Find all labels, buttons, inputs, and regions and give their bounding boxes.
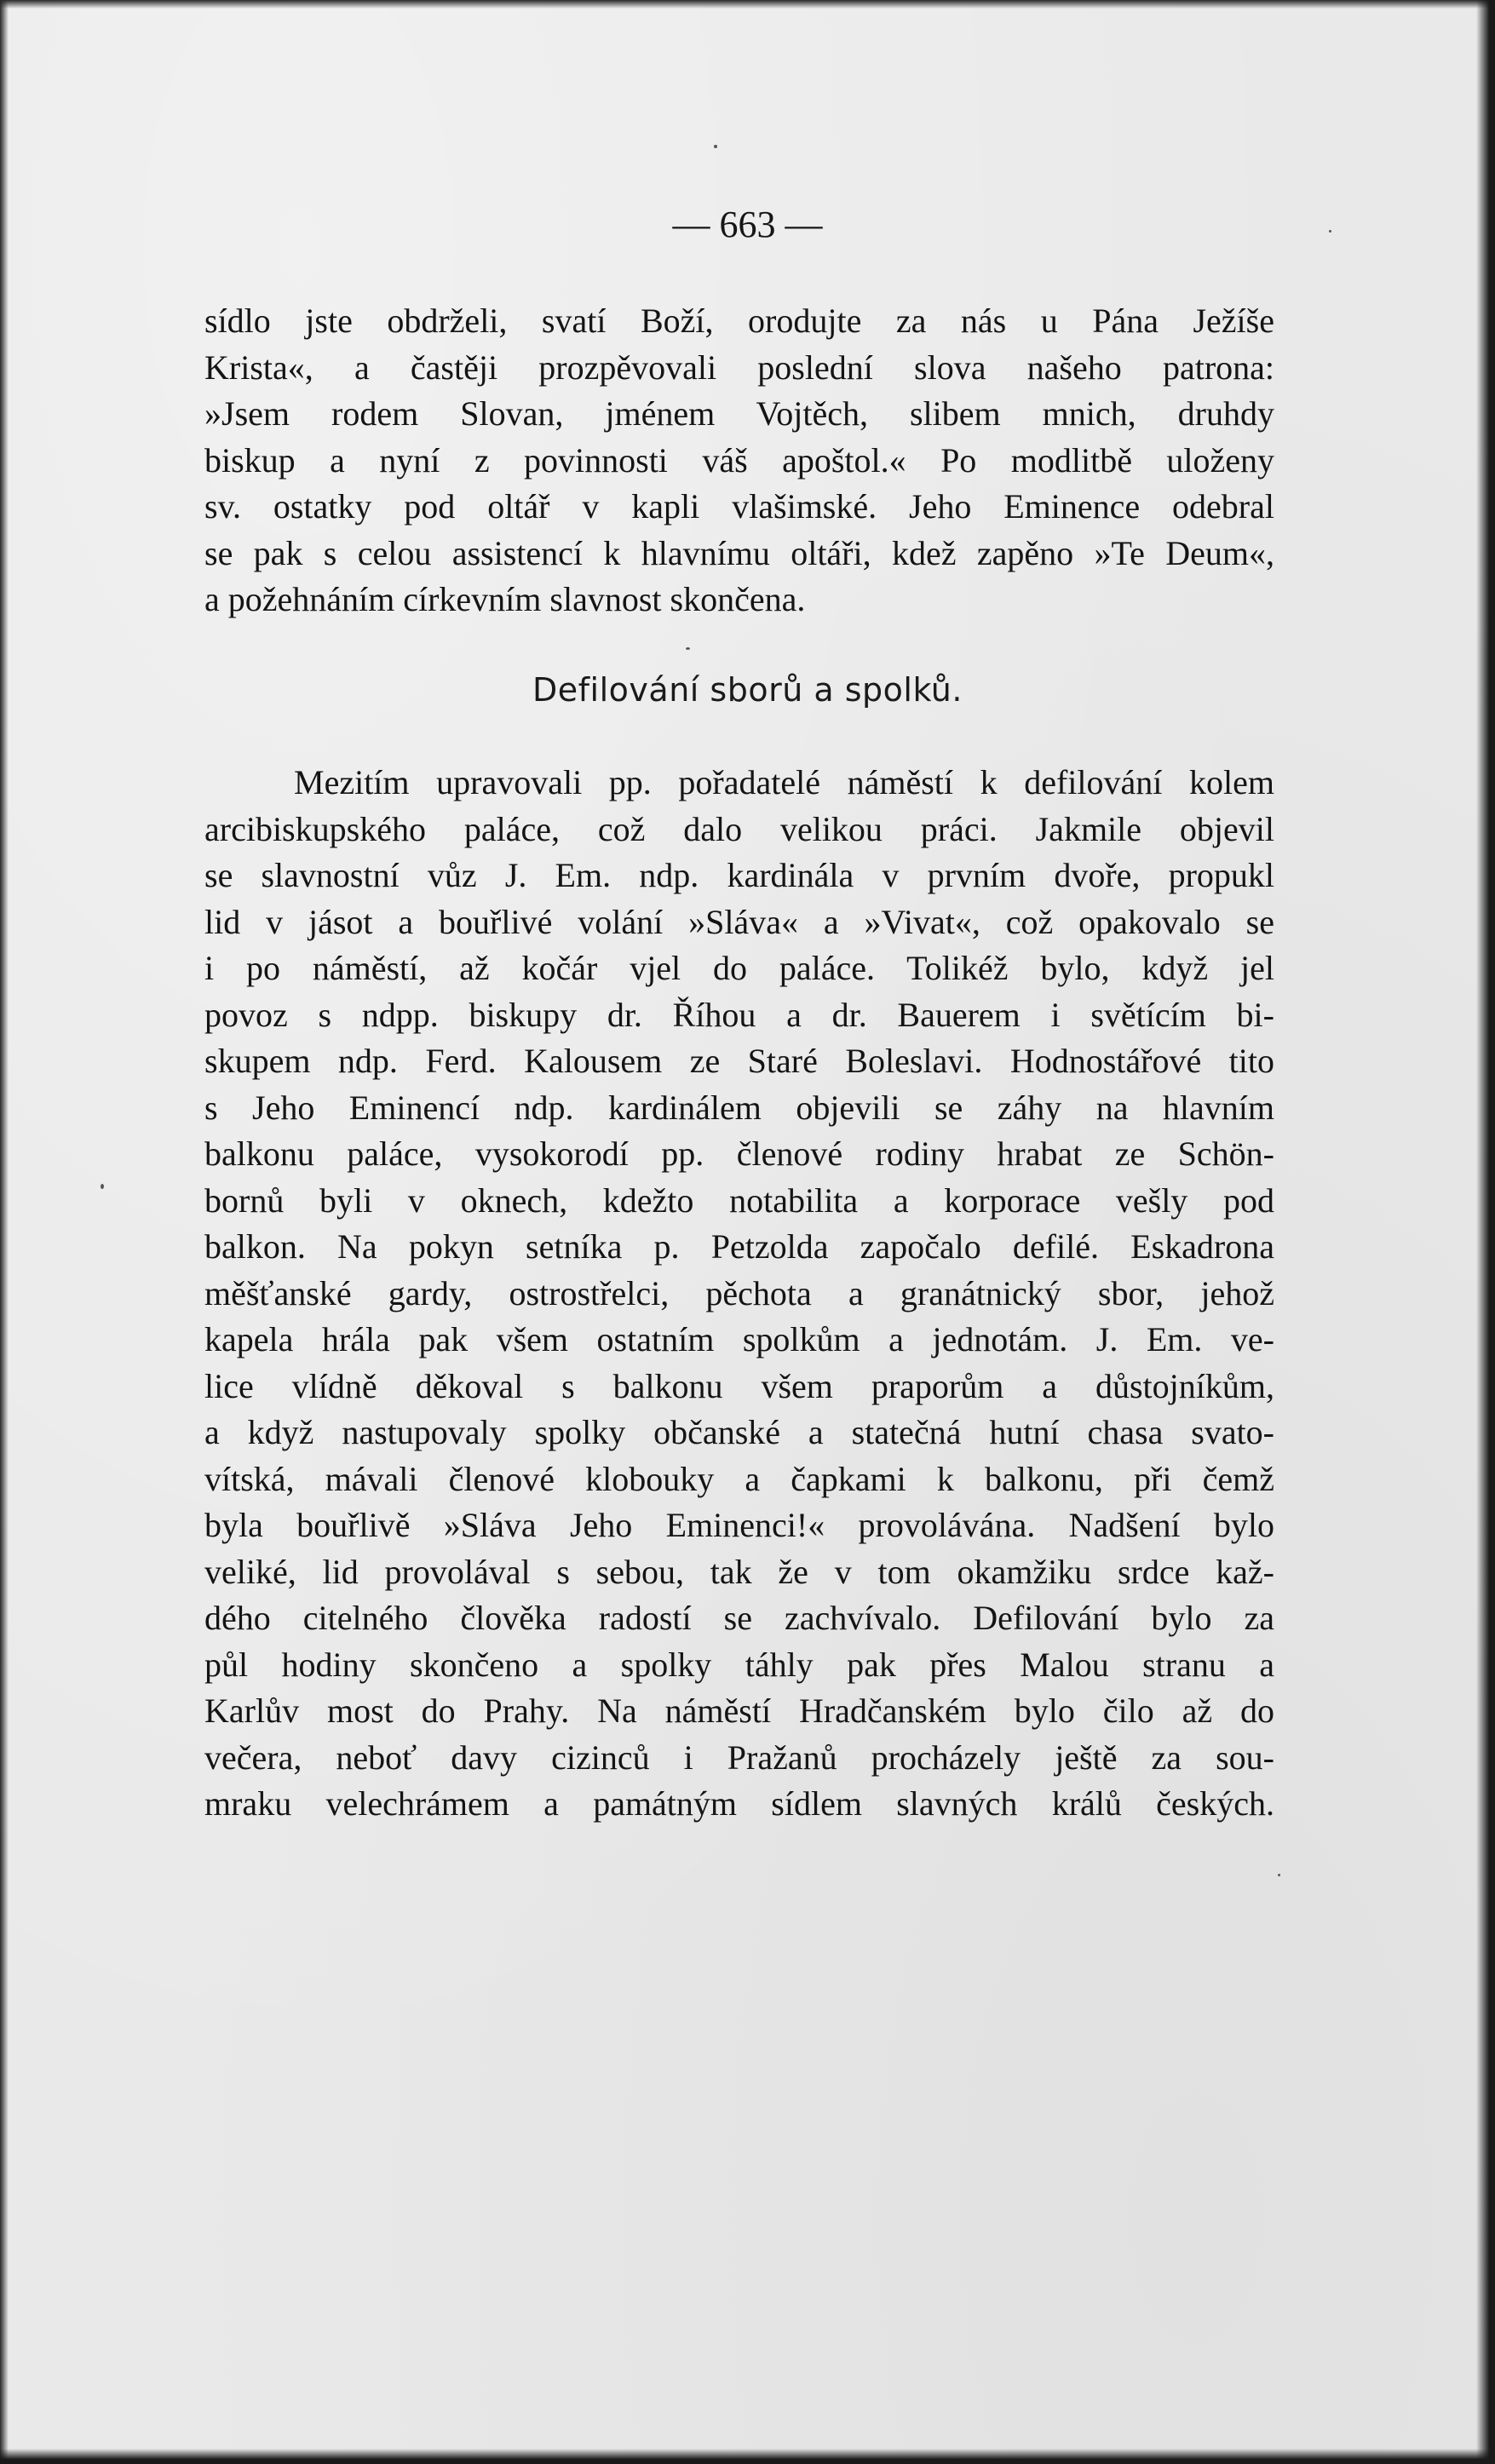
text-line: večera, neboť davy cizinců i Pražanů procházely ještě za sou- [204, 1737, 1274, 1777]
scan-edge-right [1476, 0, 1495, 2464]
text-line: půl hodiny skončeno a spolky táhly pak přes Malou stranu a [204, 1645, 1274, 1684]
text-line: Krista«, a častěji prozpěvovali poslední slova našeho patrona: [204, 347, 1274, 387]
text-line: Karlův most do Prahy. Na náměstí Hradčanském bylo čilo až do [204, 1691, 1274, 1730]
paragraph-defile [204, 760, 1274, 1828]
text-line: balkon. Na pokyn setníka p. Petzolda započalo defilé. Eskadrona [204, 1227, 1274, 1266]
text-line: Mezitím upravovali pp. pořadatelé náměstí k defilování kolem [294, 763, 1274, 801]
text-line: sv. ostatky pod oltář v kapli vlašimské. Jeho Eminence odebral [204, 487, 1274, 526]
text-line: povoz s ndpp. biskupy dr. Říhou a dr. Bauerem i světícím bi- [204, 995, 1274, 1034]
text-line: vítská, mávali členové klobouky a čapkami k balkonu, při čemž [204, 1459, 1274, 1498]
text-line: s Jeho Eminencí ndp. kardinálem objevili se záhy na hlavním [204, 1088, 1274, 1127]
text-line: měšťanské gardy, ostrostřelci, pěchota a granátnický sbor, jehož [204, 1273, 1274, 1312]
text-line: a když nastupovaly spolky občanské a statečná hutní chasa svato- [204, 1413, 1274, 1451]
page-number: — 663 — [672, 204, 823, 245]
text-line: lice vlídně děkoval s balkonu všem praporům a důstojníkům, [204, 1366, 1274, 1405]
text-line: bornů byli v oknech, kdežto notabilita a korporace vešly pod [204, 1180, 1274, 1220]
text-line: biskup a nyní z povinnosti váš apoštol.« Po modlitbě uloženy [204, 440, 1274, 480]
text-line: arcibiskupského paláce, což dalo velikou práci. Jakmile objevil [204, 809, 1274, 848]
scan-speck [101, 1184, 104, 1189]
text-line: lid v jásot a bouřlivé volání »Sláva« a »Vivat«, což opakovalo se [204, 902, 1274, 941]
text-line: se pak s celou assistencí k hlavnímu oltáři, kdež zapěno »Te Deum«, [204, 533, 1274, 572]
text-line: sídlo jste obdrželi, svatí Boží, orodujte za nás u Pána Ježíše [204, 302, 1274, 340]
text-line: dého citelného člověka radostí se zachvívalo. Defilování bylo za [204, 1599, 1274, 1637]
scan-speck [1278, 1874, 1280, 1876]
text-line: skupem ndp. Ferd. Kalousem ze Staré Boleslavi. Hodnostářové tito [204, 1042, 1274, 1080]
section-heading: Defilování sborů a spolků. [532, 671, 963, 709]
scan-speck [686, 647, 690, 650]
scan-edge-left [0, 0, 9, 2464]
text-line: kapela hrála pak všem ostatním spolkům a jednotám. J. Em. ve- [204, 1320, 1274, 1358]
scan-edge-bottom [0, 2449, 1495, 2464]
text-line: se slavnostní vůz J. Em. ndp. kardinála v prvním dvoře, propukl [204, 856, 1274, 894]
text-line: byla bouřlivě »Sláva Jeho Eminenci!« provolávána. Nadšení bylo [204, 1506, 1274, 1544]
paragraph-continuation [204, 298, 1274, 623]
scan-edge-top [0, 0, 1495, 9]
text-line: i po náměstí, až kočár vjel do paláce. Tolikéž bylo, když jel [204, 949, 1274, 987]
text-line: »Jsem rodem Slovan, jménem Vojtěch, slibem mnich, druhdy [204, 394, 1274, 433]
text-line: mraku velechrámem a památným sídlem slavných králů českých. [204, 1784, 1274, 1823]
text-line: a požehnáním církevním slavnost skončena. [204, 580, 806, 618]
scan-speck [714, 145, 717, 148]
text-line: veliké, lid provolával s sebou, tak že v tom okamžiku srdce kaž- [204, 1552, 1274, 1591]
text-line: balkonu paláce, vysokorodí pp. členové rodiny hrabat ze Schön- [204, 1134, 1274, 1173]
